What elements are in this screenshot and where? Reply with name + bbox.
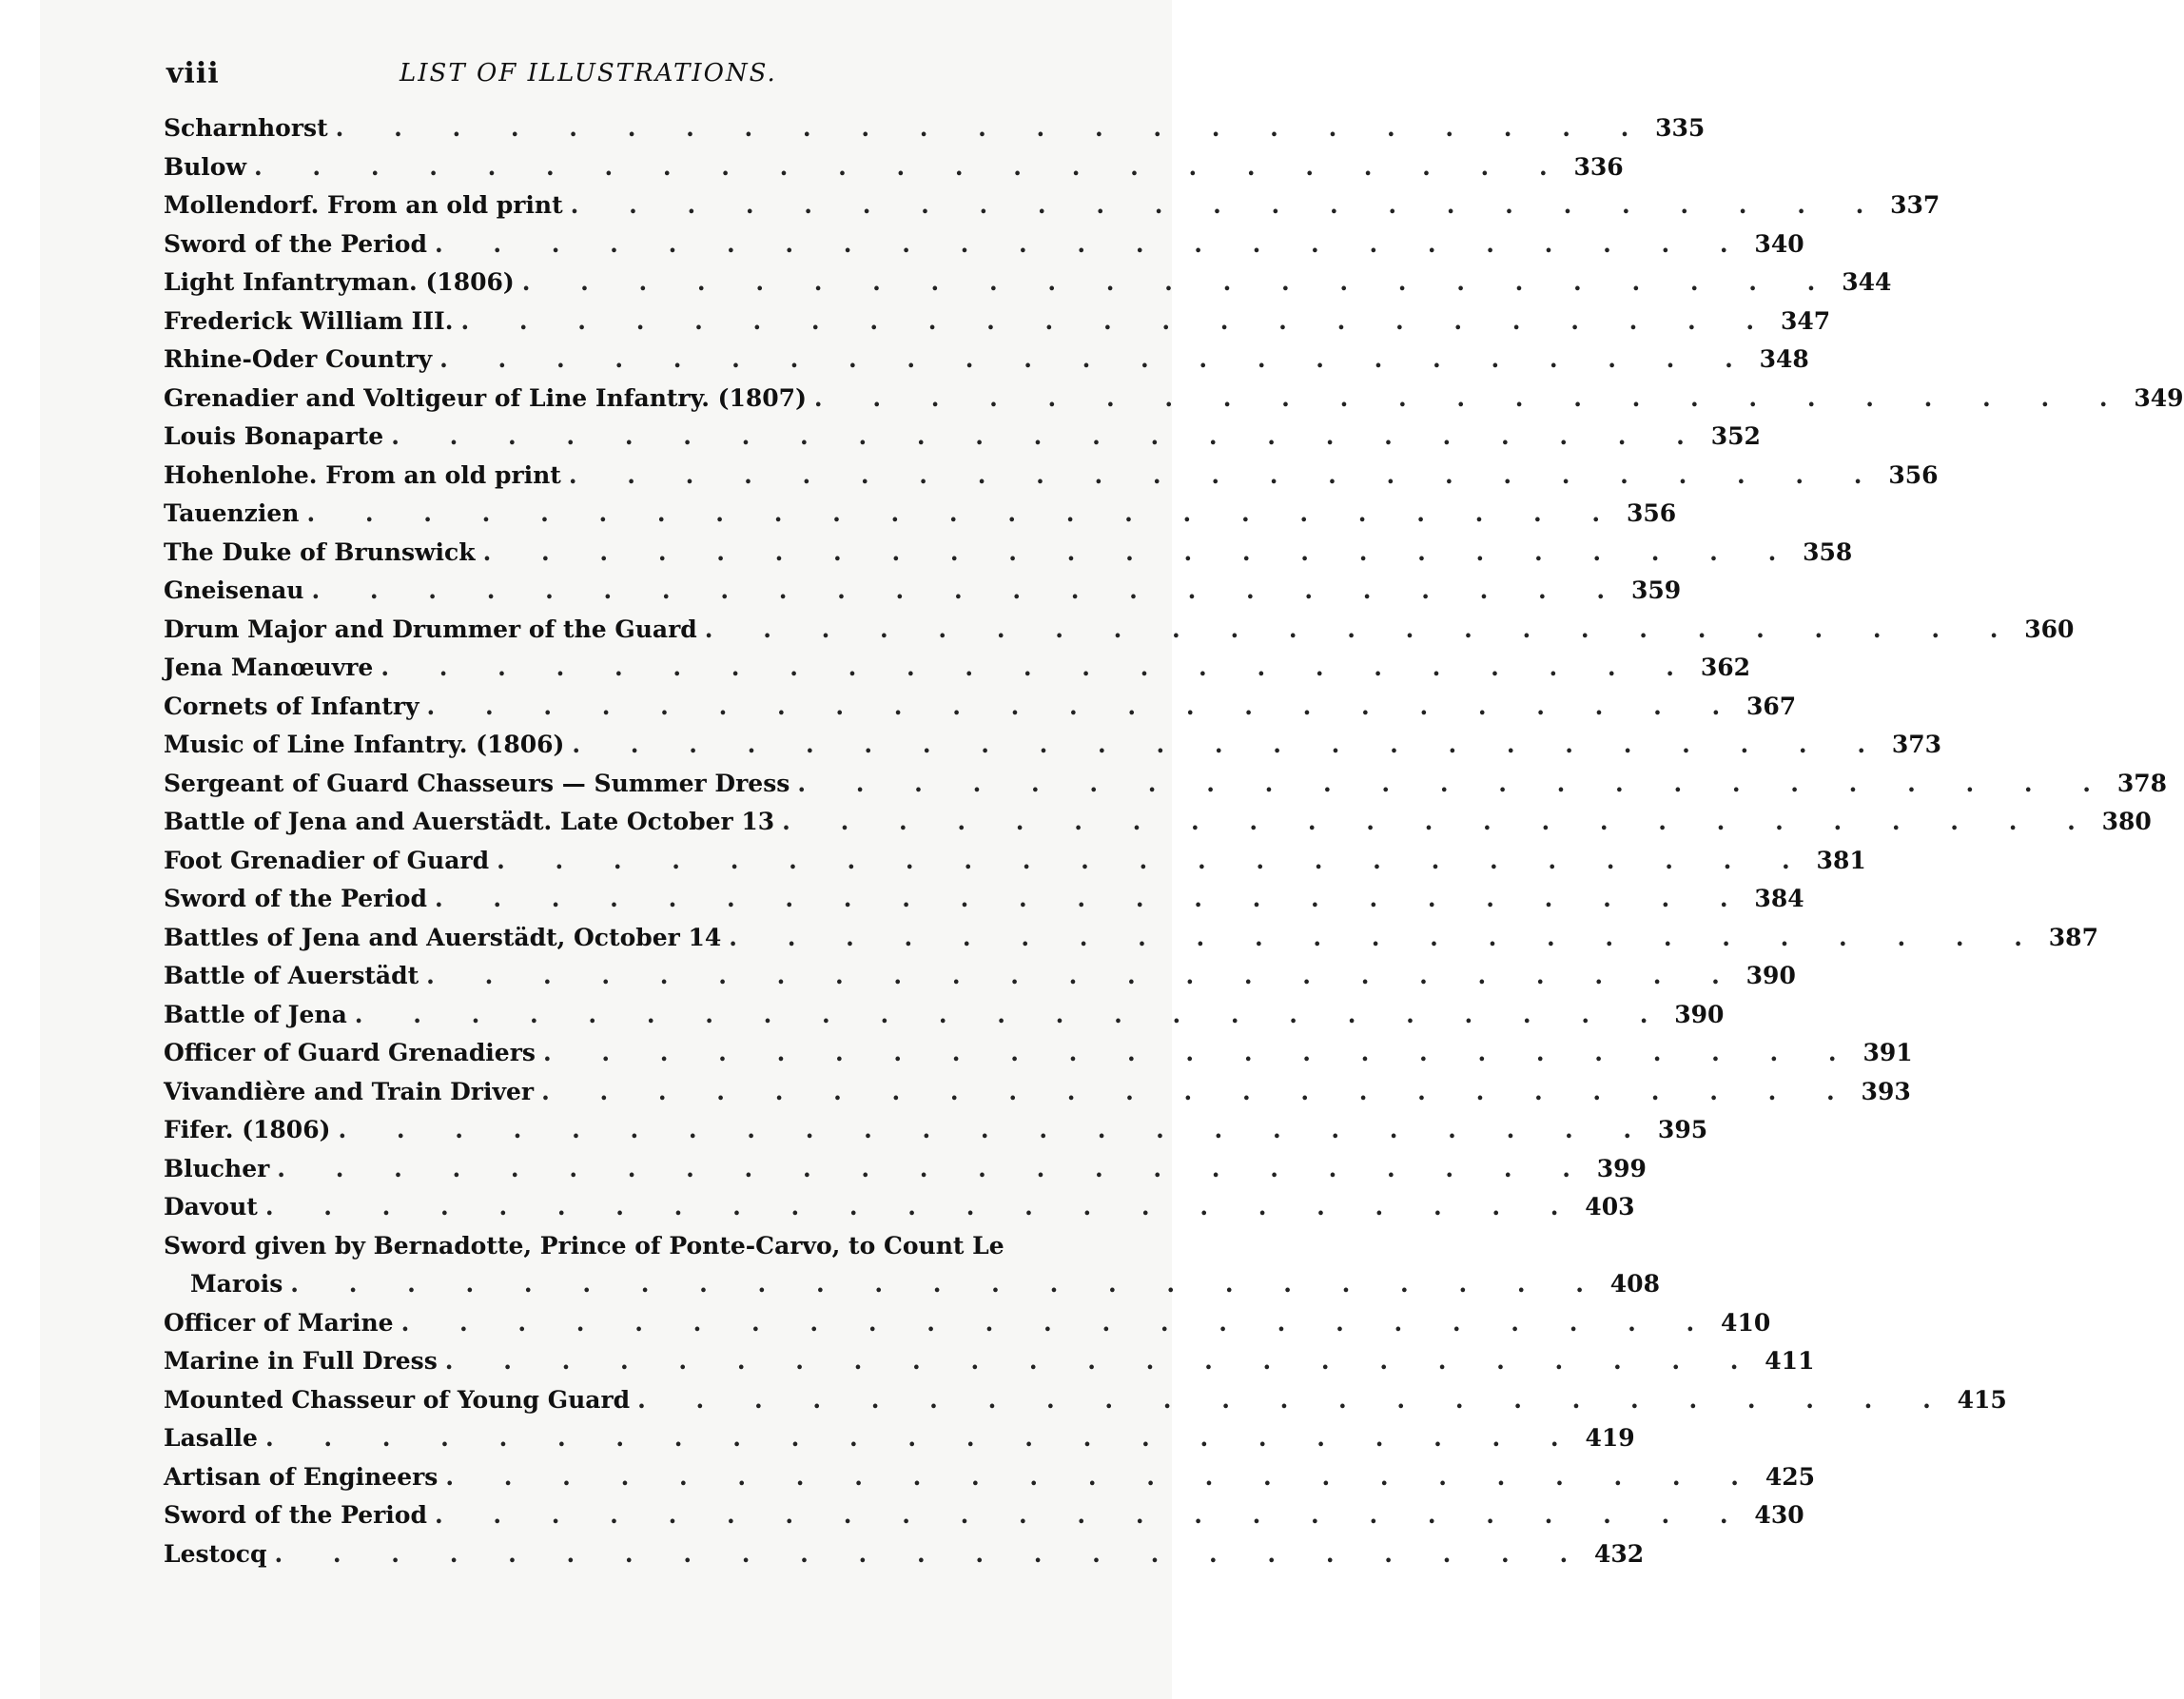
dot-leader: . . . . . . . . . . . . . . . . . . . . . . .: [426, 962, 1741, 989]
entry-page: 344: [1842, 268, 1892, 296]
dot-leader: . . . . . . . . . . . . . . . . . . . . . . .: [460, 306, 1776, 335]
dot-leader: . . . . . . . . . . . . . . . . . . . . . . .: [572, 731, 1887, 758]
list-item: [164, 1462, 1816, 1502]
dot-leader: . . . . . . . . . . . . . . . . . . . . . . .: [541, 1077, 1856, 1105]
dot-leader: . . . . . . . . . . . . . . . . . . . . . . .: [568, 460, 1883, 489]
entry-title: Officer of Guard Grenadiers: [164, 1039, 536, 1066]
list-item: [164, 191, 1940, 230]
entry-page: 348: [1759, 345, 1809, 373]
entry-page: 378: [2116, 769, 2168, 797]
entry-title: Lestocq: [164, 1539, 267, 1568]
entry-title: Rhine-Oder Country: [164, 345, 433, 373]
dot-leader: . . . . . . . . . . . . . . . . . . . . . . .: [391, 422, 1706, 450]
entry-title: Mounted Chasseur of Young Guard: [164, 1385, 631, 1414]
entry-page: 393: [1861, 1077, 1911, 1105]
entry-page: 356: [1888, 460, 1939, 489]
entry-page: 408: [1609, 1270, 1660, 1298]
page-header: [166, 57, 1032, 95]
list-item: [164, 383, 2184, 423]
dot-leader: . . . . . . . . . . . . . . . . . . . . . . .: [570, 191, 1885, 219]
running-title: LIST OF ILLUSTRATIONS.: [400, 59, 777, 88]
dot-leader: . . . . . . . . . . . . . . . . . . . . . . .: [434, 1501, 1749, 1529]
dot-leader: . . . . . . . . . . . . . . . . . . . . . . .: [354, 1000, 1669, 1028]
entry-title: Sword of the Period: [164, 1501, 427, 1529]
entry-page: 340: [1754, 229, 1804, 258]
entry-title: Louis Bonaparte: [164, 422, 384, 450]
dot-leader: . . . . . . . . . . . . . . . . . . . . . . .: [813, 383, 2129, 412]
entry-page: 362: [1700, 654, 1751, 681]
entry-title: Sword of the Period: [164, 885, 427, 912]
entry-page: 352: [1710, 422, 1761, 450]
entry-title: Battle of Jena and Auerstädt. Late October 13: [164, 808, 775, 835]
entry-page: 391: [1862, 1039, 1913, 1066]
entry-page: 356: [1626, 499, 1677, 527]
dot-leader: . . . . . . . . . . . . . . . . . . . . . . .: [290, 1270, 1605, 1298]
list-item: [164, 306, 1831, 346]
dot-leader: . . . . . . . . . . . . . . . . . . . . . . .: [335, 114, 1650, 142]
dot-leader: . . . . . . . . . . . . . . . . . . . . . . .: [729, 923, 2043, 951]
entry-page: 358: [1803, 537, 1853, 566]
entry-title: Battles of Jena and Auerstädt, October 14: [164, 923, 722, 951]
list-item: [164, 268, 1892, 307]
dot-leader: . . . . . . . . . . . . . . . . . . . . . . .: [426, 692, 1742, 720]
entry-page: 411: [1765, 1347, 1815, 1375]
entry-page: 335: [1655, 114, 1706, 142]
entry-page: 384: [1754, 885, 1804, 912]
entry-title: Bulow: [164, 152, 246, 181]
list-item: [164, 1501, 1804, 1540]
dot-leader: . . . . . . . . . . . . . . . . . . . . . . .: [445, 1462, 1761, 1491]
list-item: [164, 537, 1853, 577]
entry-page: 425: [1765, 1462, 1816, 1491]
entry-page: 399: [1596, 1154, 1647, 1182]
list-item: [164, 885, 1804, 924]
entry-page: 390: [1745, 962, 1796, 989]
entry-title: Sword given by Bernadotte, Prince of Ponte-Carvo, to Count Le: [164, 1231, 1004, 1260]
list-item: [164, 152, 1624, 192]
list-item: [164, 1385, 2007, 1425]
entry-page: 410: [1721, 1308, 1771, 1337]
list-item: [164, 576, 1682, 615]
dot-leader: . . . . . . . . . . . . . . . . . . . . . . .: [542, 1039, 1858, 1066]
entry-title: Grenadier and Voltigeur of Line Infantry. (1807): [164, 383, 807, 412]
list-item: [164, 1116, 1708, 1155]
entry-page: 395: [1657, 1116, 1708, 1143]
list-item: [164, 229, 1804, 269]
list-item: [164, 615, 2075, 654]
entry-title: Marine in Full Dress: [164, 1347, 438, 1375]
illustrations-list: [164, 114, 2184, 1578]
entry-page: 349: [2134, 383, 2184, 412]
entry-title: Battle of Auerstädt: [164, 962, 419, 989]
entry-title: Scharnhorst: [164, 114, 328, 142]
dot-leader: . . . . . . . . . . . . . . . . . . . . . . .: [439, 345, 1754, 373]
entry-page: 387: [2048, 923, 2098, 951]
list-item: [164, 731, 1942, 770]
dot-leader: . . . . . . . . . . . . . . . . . . . . . . .: [264, 1193, 1580, 1221]
entry-title: Lasalle: [164, 1424, 258, 1452]
dot-leader: . . . . . . . . . . . . . . . . . . . . . . .: [274, 1539, 1589, 1568]
list-item: [164, 1039, 1913, 1078]
dot-leader: . . . . . . . . . . . . . . . . . . . . . . .: [264, 1424, 1580, 1452]
list-item: [164, 1539, 1645, 1579]
entry-title: Hohenlohe. From an old print: [164, 460, 561, 489]
entry-title: Cornets of Infantry: [164, 692, 419, 720]
dot-leader: . . . . . . . . . . . . . . . . . . . . . . .: [444, 1347, 1760, 1375]
entry-title: Mollendorf. From an old print: [164, 191, 563, 219]
dot-leader: . . . . . . . . . . . . . . . . . . . . . . .: [482, 537, 1798, 566]
entry-title: Tauenzien: [164, 499, 300, 527]
dot-leader: . . . . . . . . . . . . . . . . . . . . . . .: [306, 499, 1622, 527]
entry-title: Foot Grenadier of Guard: [164, 846, 490, 874]
dot-leader: . . . . . . . . . . . . . . . . . . . . . . .: [434, 229, 1749, 258]
list-item: [164, 1347, 1815, 1386]
entry-page: 359: [1630, 576, 1682, 604]
entry-title: Blucher: [164, 1154, 270, 1182]
entry-page: 419: [1585, 1424, 1635, 1452]
list-item: [164, 1193, 1635, 1232]
entry-page: 347: [1780, 306, 1831, 335]
entry-title: Officer of Marine: [164, 1308, 394, 1337]
entry-title: Jena Manœuvre: [164, 654, 374, 681]
entry-page: 337: [1890, 191, 1940, 219]
entry-page: 390: [1674, 1000, 1725, 1028]
list-item: [164, 846, 1866, 886]
entry-title: Frederick William III.: [164, 306, 454, 335]
entry-title: Artisan of Engineers: [164, 1462, 439, 1491]
dot-leader: . . . . . . . . . . . . . . . . . . . . . . .: [254, 152, 1569, 181]
page-number: viii: [166, 57, 220, 90]
list-item: [164, 1000, 1725, 1040]
entry-page: 373: [1891, 731, 1942, 758]
dot-leader: . . . . . . . . . . . . . . . . . . . . . . .: [704, 615, 2019, 643]
dot-leader: . . . . . . . . . . . . . . . . . . . . . . .: [637, 1385, 1952, 1414]
dot-leader: . . . . . . . . . . . . . . . . . . . . . . .: [311, 576, 1627, 604]
dot-leader: . . . . . . . . . . . . . . . . . . . . . . .: [521, 268, 1837, 296]
entry-title: Vivandière and Train Driver: [164, 1077, 535, 1105]
list-item: [164, 769, 2168, 809]
entry-title: Sergeant of Guard Chasseurs — Summer Dress: [164, 769, 790, 797]
entry-title: Battle of Jena: [164, 1000, 347, 1028]
dot-leader: . . . . . . . . . . . . . . . . . . . . . . .: [338, 1116, 1653, 1143]
entry-title: Marois: [190, 1270, 283, 1298]
entry-title: Davout: [164, 1193, 258, 1221]
list-item: [164, 345, 1809, 384]
entry-title: Fifer. (1806): [164, 1116, 331, 1143]
entry-page: 403: [1585, 1193, 1635, 1221]
list-item: [164, 962, 1796, 1001]
dot-leader: . . . . . . . . . . . . . . . . . . . . . . .: [797, 769, 2113, 797]
dot-leader: . . . . . . . . . . . . . . . . . . . . . . .: [497, 846, 1811, 874]
dot-leader: . . . . . . . . . . . . . . . . . . . . . . .: [434, 885, 1749, 912]
list-item: [164, 499, 1677, 538]
entry-page: 380: [2101, 808, 2152, 835]
entry-title: Music of Line Infantry. (1806): [164, 731, 565, 758]
entry-title: Light Infantryman. (1806): [164, 268, 515, 296]
list-item: [164, 114, 1706, 153]
entry-page: 381: [1816, 846, 1866, 874]
list-item: [164, 923, 2098, 963]
list-item: [164, 422, 1761, 461]
entry-page: 432: [1593, 1539, 1645, 1568]
dot-leader: . . . . . . . . . . . . . . . . . . . . . . .: [277, 1154, 1591, 1182]
list-item: [164, 654, 1751, 693]
list-item: [164, 1154, 1647, 1194]
entry-title: Sword of the Period: [164, 229, 427, 258]
list-item: [164, 1308, 1771, 1348]
entry-page: 415: [1957, 1385, 2007, 1414]
entry-page: 360: [2024, 615, 2075, 643]
list-item: [164, 460, 1939, 500]
entry-page: 367: [1746, 692, 1797, 720]
list-item: [164, 1232, 1037, 1271]
list-item: [164, 1270, 1660, 1309]
list-item: [164, 1424, 1635, 1463]
list-item: [164, 1077, 1911, 1117]
list-item: [164, 692, 1797, 732]
entry-title: The Duke of Brunswick: [164, 537, 476, 566]
entry-page: 430: [1754, 1501, 1804, 1529]
dot-leader: . . . . . . . . . . . . . . . . . . . . . . .: [380, 654, 1696, 681]
entry-page: 336: [1573, 152, 1624, 181]
entry-title: Gneisenau: [164, 576, 304, 604]
entry-title: Drum Major and Drummer of the Guard: [164, 615, 697, 643]
dot-leader: . . . . . . . . . . . . . . . . . . . . . . .: [782, 808, 2096, 835]
dot-leader: . . . . . . . . . . . . . . . . . . . . . . .: [400, 1308, 1716, 1337]
list-item: [164, 808, 2152, 847]
